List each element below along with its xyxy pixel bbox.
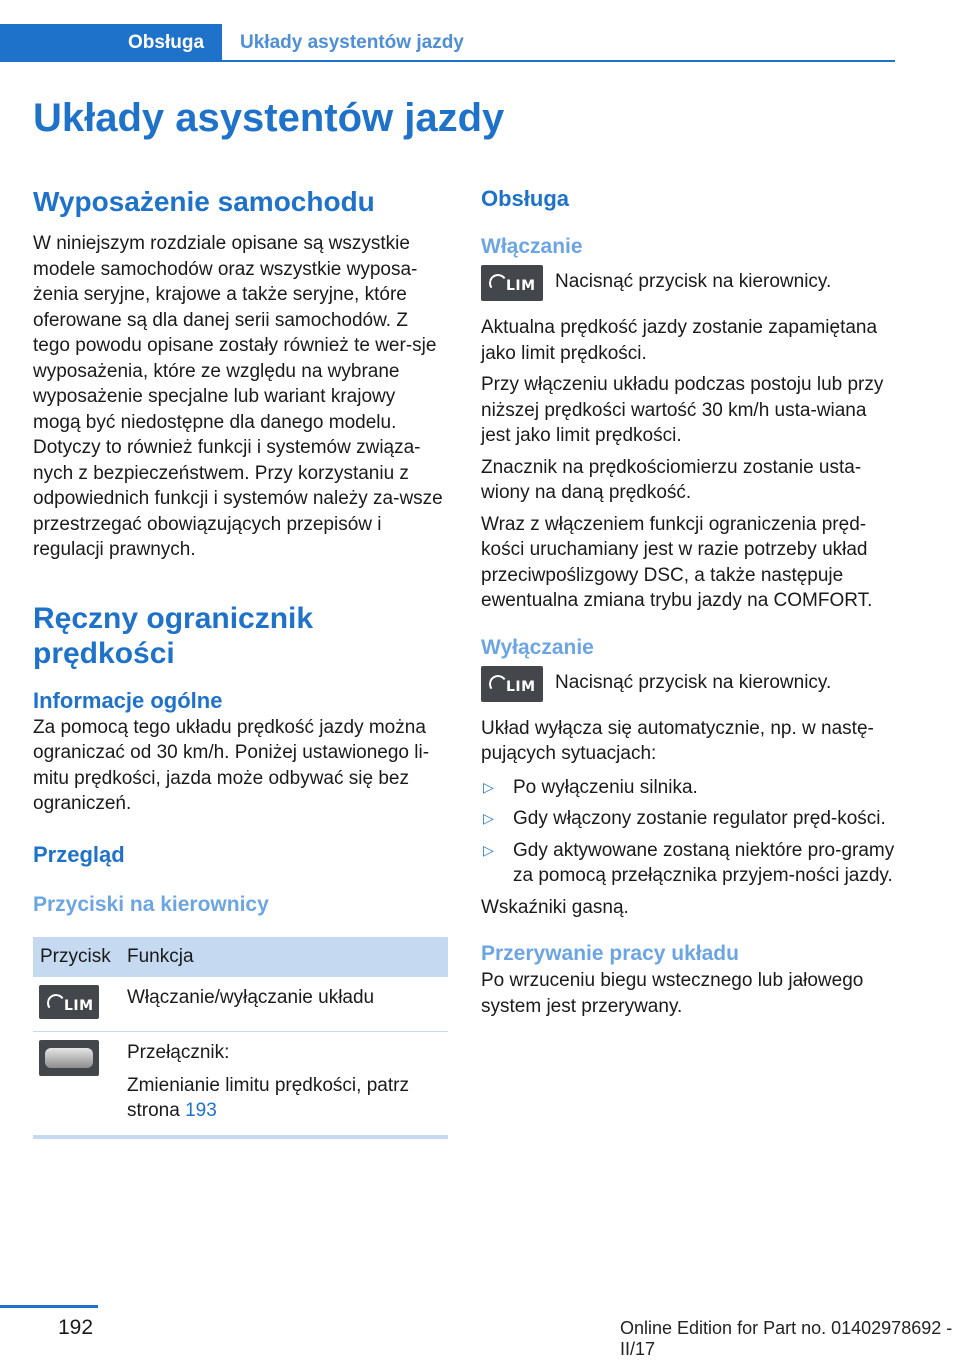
table-header-function: Funkcja [120,937,448,977]
lim-button-icon: LIM [481,666,543,702]
general-info-heading: Informacje ogólne [33,687,223,713]
table-row [33,1031,448,1137]
header-chapter-tab[interactable]: Obsługa [0,24,222,62]
steering-buttons-heading: Przyciski na kierownicy [33,892,269,916]
triangle-bullet-icon: ▷ [483,841,494,858]
switch-off-press-text: Nacisnąć przycisk na kierownicy. [555,671,832,693]
switch-on-paragraph-1: Aktualna prędkość jazdy zostanie zapamiętana jako limit prędkości. [481,317,878,364]
switch-off-paragraph-1: Układ wyłącza się automatycznie, np. w nastę‐pujących sytuacjach: [481,717,874,764]
page-number: 192 [58,1316,94,1339]
list-item: ▷ Gdy aktywowane zostaną niektóre pro‐gramy za pomocą przełącznika przyjem‐ności jazdy. [483,839,895,886]
operation-heading: Obsługa [481,186,570,211]
footer-rule [0,1305,98,1308]
auto-off-list [481,775,896,889]
lim-button-icon: LIM [39,985,99,1019]
lim-button-icon: LIM [481,265,543,301]
triangle-bullet-icon: ▷ [483,810,494,826]
switch-on-instruction [481,269,896,301]
left-column [33,185,448,1139]
switch-on-heading: Włączanie [481,235,583,258]
buttons-table [33,937,448,1139]
switch-on-paragraph-3: Znacznik na prędkościomierzu zostanie usta‐wiony na daną prędkość. [481,456,862,503]
overview-heading: Przegląd [33,841,125,867]
edition-note: Online Edition for Part no. 01402978692 - II/17 [620,1318,953,1359]
list-item: ▷ Gdy włączony zostanie regulator pręd‐kości. [481,806,896,832]
equipment-heading: Wyposażenie samochodu [33,186,375,217]
switch-off-instruction [481,670,896,702]
limiter-heading: Ręczny ogranicznik prędkości [33,601,314,670]
row2-function-line2: Zmienianie limitu prędkości, patrz strona [127,1074,409,1121]
interrupt-text: Po wrzuceniu biegu wstecznego lub jałowego system jest przerywany. [481,970,864,1017]
page-header [0,24,895,62]
table-row [33,977,448,1032]
right-column [481,185,896,1019]
switch-on-press-text: Nacisnąć przycisk na kierownicy. [555,271,832,292]
header-rule [222,60,895,62]
row2-function [120,1031,448,1137]
general-info-text: Za pomocą tego układu prędkość jazdy można ograniczać od 30 km/h. Poniżej ustawionego li‐mitu prędkości, jazda może odbywać się bez ograniczeń. [33,716,430,814]
rocker-switch-icon [39,1040,99,1076]
page-ref-link[interactable]: 193 [185,1099,217,1121]
row2-function-line1: Przełącznik: [127,1041,230,1063]
switch-off-heading: Wyłączanie [481,635,594,659]
header-section-tab[interactable]: Układy asystentów jazdy [240,32,464,53]
table-header-button: Przycisk [33,937,120,977]
equipment-text: W niniejszym rozdziale opisane są wszystkie modele samochodów oraz wszystkie wyposa‐żenia seryjne, krajowe a także seryjne, które oferowane są dla danej serii samochodów. Z tego powodu opisane zostały również te wer‐sje wyposażenia, które ze względu na wybrane wyposażenie specjalne lub wariant krajowy mogą być niedostępne dla danego modelu. Dotyczy to również funkcji i systemów związa‐nych z bezpieczeństwem. Przy korzystaniu z odpowiednich funkcji i systemów należy za‐wsze przestrzegać obowiązujących przepisów i regulacji prawnych. [33,233,443,560]
list-item: ▷ Po wyłączeniu silnika. [481,775,896,801]
switch-on-paragraph-4: Wraz z włączeniem funkcji ograniczenia pręd‐kości uruchamiany jest w razie potrzeby układ przeciwpoślizgowy DSC, a także następuje ewentualna zmiana trybu jazdy na COMFORT. [481,513,873,611]
triangle-bullet-icon: ▷ [483,778,494,795]
switch-on-paragraph-2: Przy włączeniu układu podczas postoju lub przy niższej prędkości wartość 30 km/h usta‐wiana jest jako limit prędkości. [481,374,884,446]
page-title: Układy asystentów jazdy [33,96,505,140]
interrupt-heading: Przerywanie pracy układu [481,942,739,965]
switch-off-paragraph-2: Wskaźniki gasną. [481,896,629,918]
row1-function: Włączanie/wyłączanie układu [120,977,448,1032]
